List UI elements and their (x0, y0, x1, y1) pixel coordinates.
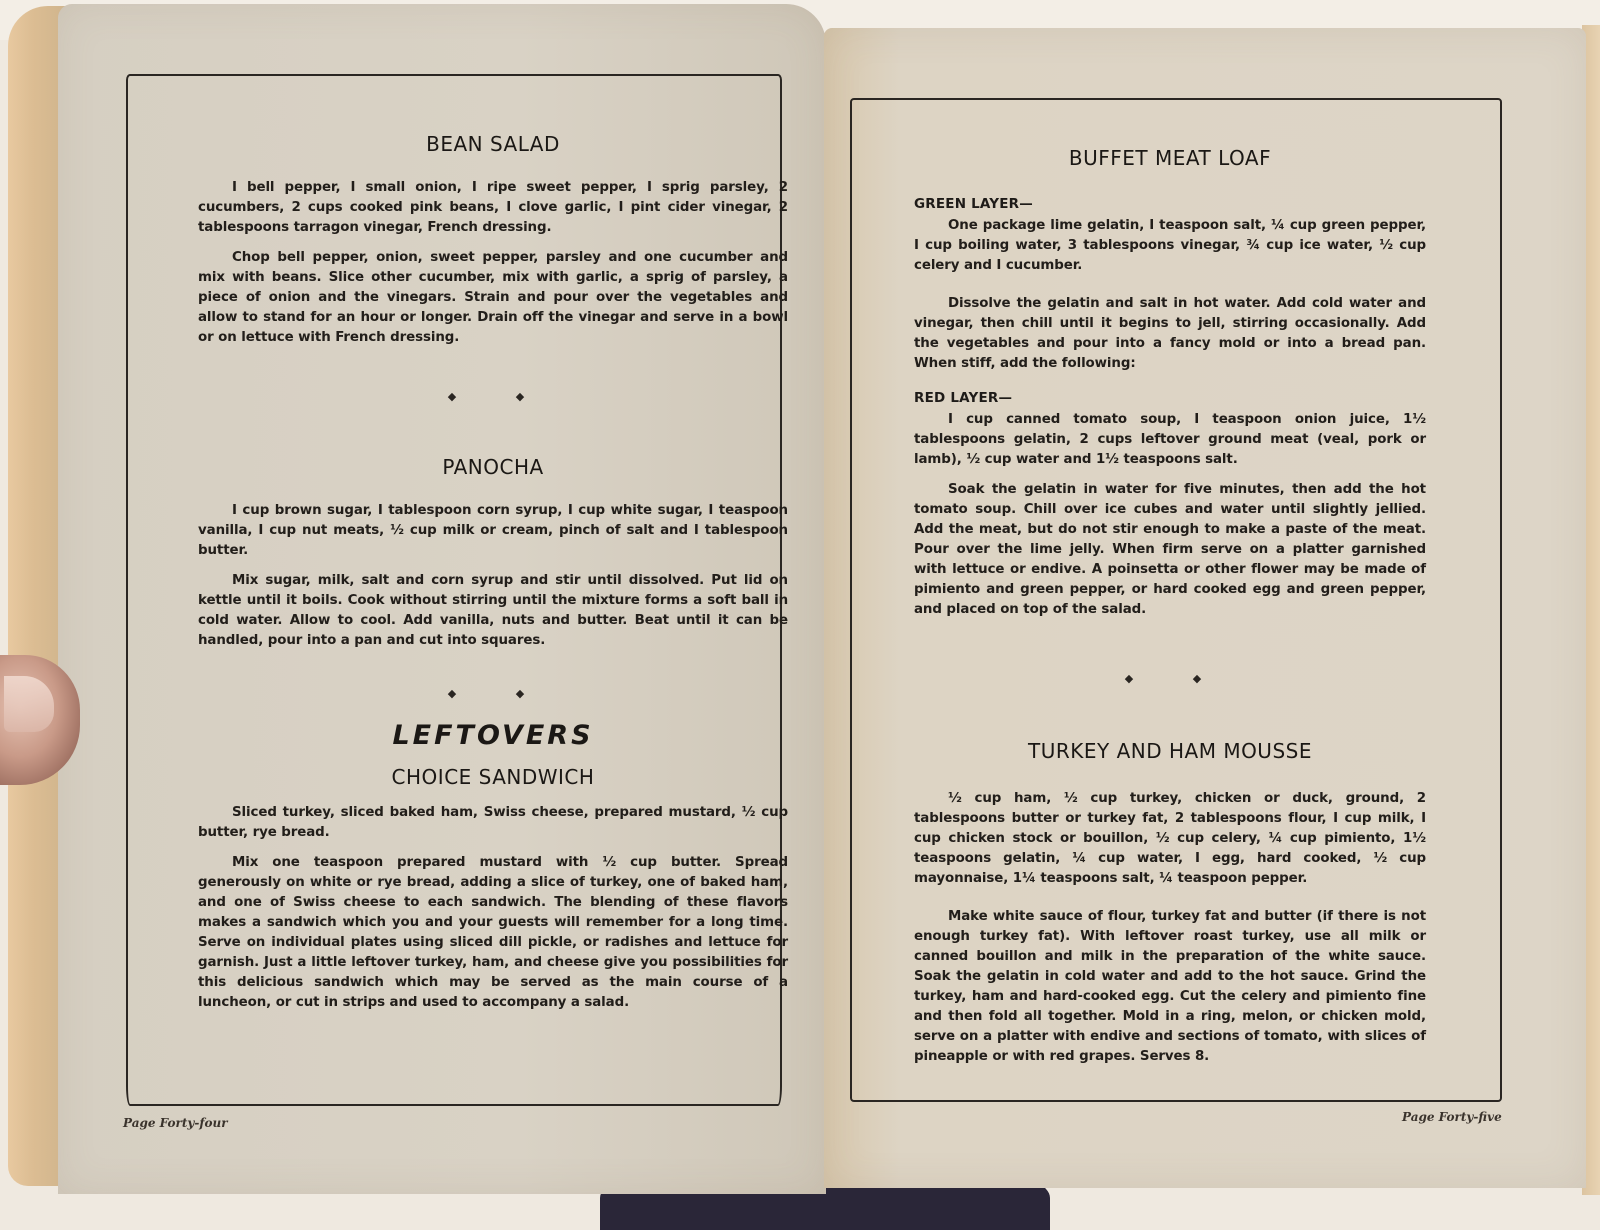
recipe-ingredients: Sliced turkey, sliced baked ham, Swiss cheese, prepared mustard, ½ cup butter, rye bread. (198, 805, 788, 840)
green-layer-method: Dissolve the gelatin and salt in hot water. Add cold water and vinegar, then chill until it begins to jell, stirring occasionally. Add the vegetables and pour into a fancy mold or into a bread pan. When stiff, add the following: (914, 296, 1426, 371)
green-layer-ingredients: One package lime gelatin, I teaspoon salt, ¼ cup green pepper, I cup boiling water, 3 tablespoons vinegar, ¾ cup ice water, ½ cup celery and I cucumber. (914, 218, 1426, 273)
recipe-title: TURKEY AND HAM MOUSSE (1028, 739, 1312, 763)
page-number: Page Forty-four (123, 1116, 228, 1130)
red-layer-method: Soak the gelatin in water for five minutes, then add the hot tomato soup. Chill over ice cubes and water until slightly jellied. Add the meat, but do not stir enough to make a paste of the meat. Pour over the lime jelly. When firm serve on a platter garnished with lettuce or endive. A poinsetta or other flower may be made of pimiento and green pepper, or hard cooked egg and green pepper, and placed on top of the salad. (914, 482, 1426, 617)
diamond-ornament-icon: ◆ ◆ (1124, 672, 1230, 685)
left-page-content (198, 132, 788, 1023)
recipe-ingredients: I cup brown sugar, I tablespoon corn syrup, I cup white sugar, I teaspoon vanilla, I cup nut meats, ½ cup milk or cream, pinch of salt and I tablespoon butter. (198, 503, 788, 558)
recipe-turkey-and-ham-mousse (914, 739, 1426, 1067)
recipe-buffet-meat-loaf (914, 146, 1426, 620)
recipe-ingredients: I bell pepper, I small onion, I ripe sweet pepper, I sprig parsley, 2 cucumbers, 2 cups cooked pink beans, I clove garlic, I pint cider vinegar, 2 tablespoons tarragon vinegar, French dressing. (198, 180, 788, 235)
recipe-bean-salad (198, 132, 788, 348)
recipe-title: CHOICE SANDWICH (391, 765, 595, 789)
recipe-method: Make white sauce of flour, turkey fat and butter (if there is not enough turkey fat). With leftover roast turkey, use all milk or canned bouillon and milk in the preparation of the white sauce. Soak the gelatin in cold water and add to the hot sauce. Grind the turkey, ham and hard-cooked egg. Cut the celery and pimiento fine and then fold all together. Mold in a ring, melon, or chicken mold, serve on a platter with endive and sections of tomato, with slices of pineapple or with red grapes. Serves 8. (914, 909, 1426, 1064)
diamond-ornament-icon: ◆ ◆ (447, 687, 553, 700)
recipe-ingredients: ½ cup ham, ½ cup turkey, chicken or duck, ground, 2 tablespoons butter or turkey fat, 2 tablespoons flour, I cup milk, I cup chicken stock or bouillon, ½ cup celery, ¼ cup pimiento, 1½ teaspoons gelatin, ¼ cup water, I egg, hard cooked, ½ cup mayonnaise, 1¼ teaspoons salt, ¼ teaspoon pepper. (914, 791, 1426, 886)
recipe-title: BUFFET MEAT LOAF (1068, 146, 1272, 170)
left-page (58, 4, 826, 1194)
recipe-title: PANOCHA (442, 455, 544, 479)
red-layer-label: RED LAYER— (914, 390, 1013, 406)
diamond-ornament-icon: ◆ ◆ (447, 390, 553, 403)
recipe-method: Mix sugar, milk, salt and corn syrup and stir until dissolved. Put lid on kettle until it boils. Cook without stirring until the mixture forms a soft ball in cold water. Allow to cool. Add vanilla, nuts and butter. Beat until it can be handled, pour into a pan and cut into squares. (198, 573, 788, 648)
right-page (824, 28, 1586, 1188)
page-number: Page Forty-five (1402, 1110, 1502, 1124)
right-page-content (914, 146, 1426, 1077)
green-layer-label: GREEN LAYER— (914, 196, 1033, 212)
section-title: LEFTOVERS (392, 720, 594, 751)
red-layer-ingredients: I cup canned tomato soup, I teaspoon onion juice, 1½ tablespoons gelatin, 2 cups leftover ground meat (veal, pork or lamb), ½ cup water and 1½ teaspoons salt. (914, 412, 1426, 467)
recipe-choice-sandwich (198, 765, 788, 1013)
recipe-method: Mix one teaspoon prepared mustard with ½ cup butter. Spread generously on white or rye bread, adding a slice of turkey, one of baked ham, and one of Swiss cheese to each sandwich. The blending of these flavors makes a sandwich which you and your guests will remember for a long time. Serve on individual plates using sliced dill pickle, or radishes and lettuce for garnish. Just a little leftover turkey, ham, and cheese give you possibilities for this delicious sandwich which may be served as the main course of a luncheon, or cut in strips and used to accompany a salad. (198, 855, 788, 1010)
recipe-panocha (198, 455, 788, 651)
recipe-method: Chop bell pepper, onion, sweet pepper, parsley and one cucumber and mix with beans. Slice other cucumber, mix with garlic, a sprig of parsley, a piece of onion and the vinegars. Strain and pour over the vegetables and allow to stand for an hour or longer. Drain off the vinegar and serve in a bowl or on lettuce with French dressing. (198, 250, 788, 345)
recipe-title: BEAN SALAD (426, 132, 560, 156)
